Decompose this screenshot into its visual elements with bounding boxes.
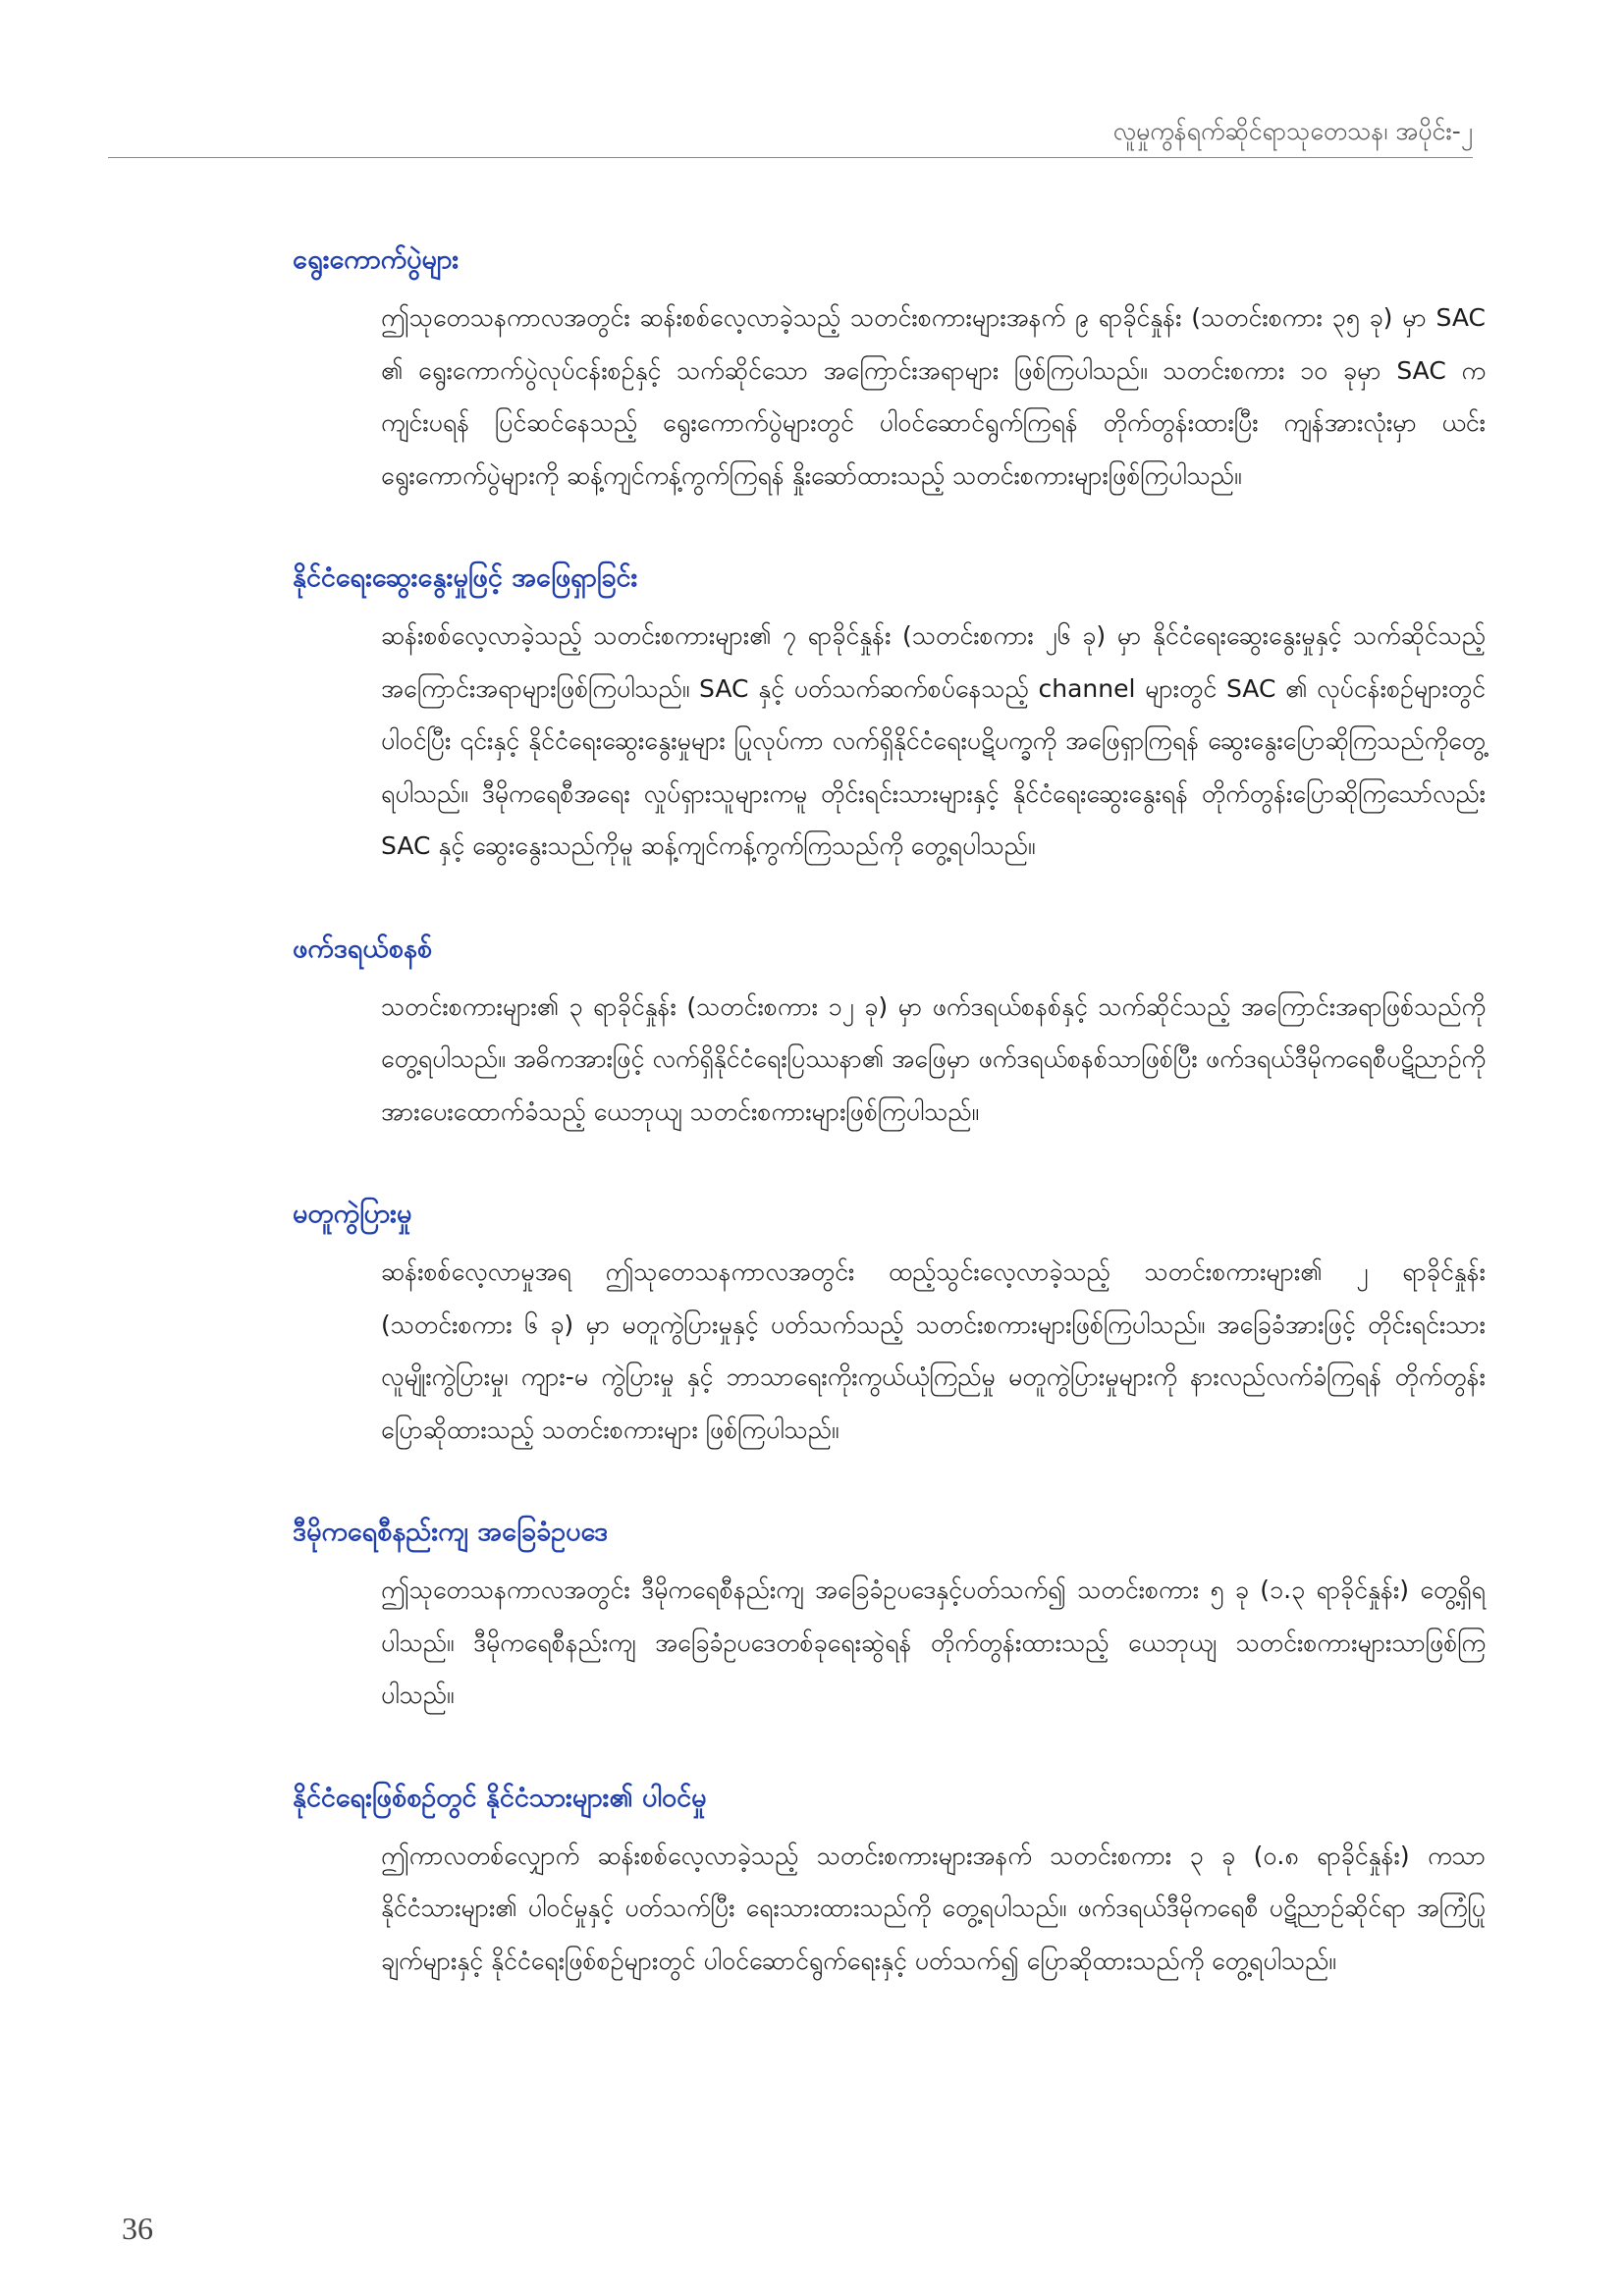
page-number: 36 (122, 2211, 153, 2246)
section-heading: ရွေးကောက်ပွဲများ (293, 244, 460, 275)
section-diversity (293, 1195, 1486, 1456)
section-citizen-participation (293, 1779, 1486, 1988)
section-body: ဤကာလတစ်လျှောက် ဆန်းစစ်လေ့လာခဲ့သည့် သတင်းစကားများအနက် သတင်းစကား ၃ ခု (၀.၈ ရာခိုင်နှုန်း) ကသာ နိုင်ငံသားများ၏ ပါဝင်မှုနှင့် ပတ်သက်ပြီး ရေးသားထားသည်ကို တွေ့ရပါသည်။ ဖက်ဒရယ်ဒီမိုကရေစီ ပဋိညာဉ်ဆိုင်ရာ အကြံပြုချက်များနှင့် နိုင်ငံရေးဖြစ်စဉ်များတွင် ပါဝင်ဆောင်ရွက်ရေးနှင့် ပတ်သက်၍ ပြောဆိုထားသည်ကို တွေ့ရပါသည်။ (381, 1841, 1486, 1975)
section-heading: နိုင်ငံရေးဆွေးနွေးမှုဖြင့် အဖြေရှာခြင်း (293, 562, 638, 593)
running-header (108, 116, 1473, 158)
section-body: သတင်းစကားများ၏ ၃ ရာခိုင်နှုန်း (သတင်းစကား ၁၂ ခု) မှာ ဖက်ဒရယ်စနစ်နှင့် သက်ဆိုင်သည့် အကြောင်းအရာဖြစ်သည်ကို တွေ့ရပါသည်။ အဓိကအားဖြင့် လက်ရှိနိုင်ငံရေးပြဿနာ၏ အဖြေမှာ ဖက်ဒရယ်စနစ်သာဖြစ်ပြီး ဖက်ဒရယ်ဒီမိုကရေစီပဋိညာဉ်ကို အားပေးထောက်ခံသည့် ယေဘုယျ သတင်းစကားများဖြစ်ကြပါသည်။ (381, 991, 1486, 1126)
section-elections (293, 240, 1486, 502)
section-heading: ဒီမိုကရေစီနည်းကျ အခြေခံဥပဒေ (293, 1517, 609, 1547)
section-heading: နိုင်ငံရေးဖြစ်စဉ်တွင် နိုင်ငံသားများ၏ ပါဝင်မှု (293, 1782, 707, 1813)
page-content (293, 240, 1486, 2044)
section-body: ဆန်းစစ်လေ့လာမှုအရ ဤသုတေသနကာလအတွင်း ထည့်သွင်းလေ့လာခဲ့သည့် သတင်းစကားများ၏ ၂ ရာခိုင်နှုန်း (သတင်းစကား ၆ ခု) မှာ မတူကွဲပြားမှုနှင့် ပတ်သက်သည့် သတင်းစကားများဖြစ်ကြပါသည်။ အခြေခံအားဖြင့် တိုင်းရင်းသားလူမျိုးကွဲပြားမှု၊ ကျား-မ ကွဲပြားမှု နှင့် ဘာသာရေးကိုးကွယ်ယုံကြည်မှု မတူကွဲပြားမှုများကို နားလည်လက်ခံကြရန် တိုက်တွန်းပြောဆိုထားသည့် သတင်းစကားများ ဖြစ်ကြပါသည်။ (381, 1257, 1486, 1444)
section-heading: မတူကွဲပြားမှု (293, 1199, 412, 1229)
section-body: ဆန်းစစ်လေ့လာခဲ့သည့် သတင်းစကားများ၏ ၇ ရာခိုင်နှုန်း (သတင်းစကား ၂၆ ခု) မှာ နိုင်ငံရေးဆွေးနွေးမှုနှင့် သက်ဆိုင်သည့် အကြောင်းအရာများဖြစ်ကြပါသည်။ SAC နှင့် ပတ်သက်ဆက်စပ်နေသည့် channel များတွင် SAC ၏ လုပ်ငန်းစဉ်များတွင် ပါဝင်ပြီး ၎င်းနှင့် နိုင်ငံရေးဆွေးနွေးမှုများ ပြုလုပ်ကာ လက်ရှိနိုင်ငံရေးပဋိပက္ခကို အဖြေရှာကြရန် ဆွေးနွေးပြောဆိုကြသည်ကိုတွေ့ရပါသည်။ ဒီမိုကရေစီအရေး လှုပ်ရှားသူများကမူ တိုင်းရင်းသားများနှင့် နိုင်ငံရေးဆွေးနွေးရန် တိုက်တွန်းပြောဆိုကြသော်လည်း SAC နှင့် ဆွေးနွေးသည်ကိုမူ ဆန့်ကျင်ကန့်ကွက်ကြသည်ကို တွေ့ရပါသည်။ (381, 621, 1486, 860)
section-democratic-constitution (293, 1513, 1486, 1722)
header-title: လူမှုကွန်ရက်ဆိုင်ရာသုတေသန၊ အပိုင်း-၂ (1112, 117, 1473, 145)
section-body: ဤသုတေသနကာလအတွင်း ဒီမိုကရေစီနည်းကျ အခြေခံဥပဒေနှင့်ပတ်သက်၍ သတင်းစကား ၅ ခု (၁.၃ ရာခိုင်နှုန်း) တွေ့ရှိရပါသည်။ ဒီမိုကရေစီနည်းကျ အခြေခံဥပဒေတစ်ခုရေးဆွဲရန် တိုက်တွန်းထားသည့် ယေဘုယျ သတင်းစကားများသာဖြစ်ကြပါသည်။ (381, 1575, 1486, 1709)
section-body: ဤသုတေသနကာလအတွင်း ဆန်းစစ်လေ့လာခဲ့သည့် သတင်းစကားများအနက် ၉ ရာခိုင်နှုန်း (သတင်းစကား ၃၅ ခု) မှာ SAC ၏ ရွေးကောက်ပွဲလုပ်ငန်းစဉ်နှင့် သက်ဆိုင်သော အကြောင်းအရာများ ဖြစ်ကြပါသည်။ သတင်းစကား ၁၀ ခုမှာ SAC က ကျင်းပရန် ပြင်ဆင်နေသည့် ရွေးကောက်ပွဲများတွင် ပါဝင်ဆောင်ရွက်ကြရန် တိုက်တွန်းထားပြီး ကျန်အားလုံးမှာ ယင်းရွေးကောက်ပွဲများကို ဆန့်ကျင်ကန့်ကွက်ကြရန် နှိုးဆော်ထားသည့် သတင်းစကားများဖြစ်ကြပါသည်။ (381, 303, 1486, 490)
section-political-dialogue (293, 559, 1486, 873)
section-heading: ဖက်ဒရယ်စနစ် (293, 933, 432, 964)
section-federalism (293, 930, 1486, 1139)
